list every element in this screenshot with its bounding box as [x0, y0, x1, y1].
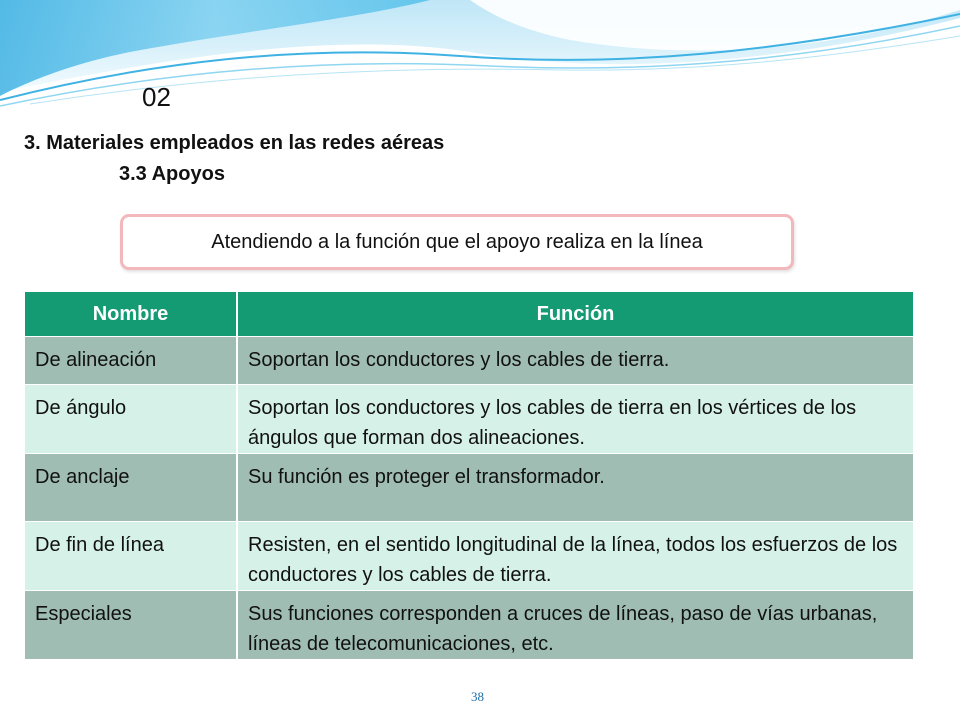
- table-row: [25, 591, 913, 660]
- header-name: Nombre: [25, 292, 237, 337]
- table-row: [25, 522, 913, 591]
- supports-table: [25, 292, 913, 659]
- row-function: Su función es proteger el transformador.: [237, 454, 913, 522]
- row-function: Resisten, en el sentido longitudinal de la línea, todos los esfuerzos de los conductores y los cables de tierra.: [237, 522, 913, 591]
- subsection-title: 3.3 Apoyos: [119, 163, 225, 185]
- table-row: [25, 454, 913, 522]
- page-number: 38: [471, 689, 484, 704]
- callout-text: Atendiendo a la función que el apoyo realiza en la línea: [211, 230, 703, 253]
- row-name: Especiales: [25, 591, 237, 660]
- row-name: De ángulo: [25, 385, 237, 454]
- row-function: Soportan los conductores y los cables de tierra en los vértices de los ángulos que forman dos alineaciones.: [237, 385, 913, 454]
- row-function: Soportan los conductores y los cables de tierra.: [237, 337, 913, 385]
- row-name: De alineación: [25, 337, 237, 385]
- table-row: [25, 337, 913, 385]
- row-function: Sus funciones corresponden a cruces de líneas, paso de vías urbanas, líneas de telecomunicaciones, etc.: [237, 591, 913, 660]
- table-header-row: [25, 292, 913, 337]
- header-function: Función: [237, 292, 913, 337]
- chapter-number: 02: [142, 82, 171, 112]
- row-name: De fin de línea: [25, 522, 237, 591]
- callout-box: [120, 214, 794, 270]
- section-title: 3. Materiales empleados en las redes aéreas: [24, 132, 445, 154]
- row-name: De anclaje: [25, 454, 237, 522]
- table-row: [25, 385, 913, 454]
